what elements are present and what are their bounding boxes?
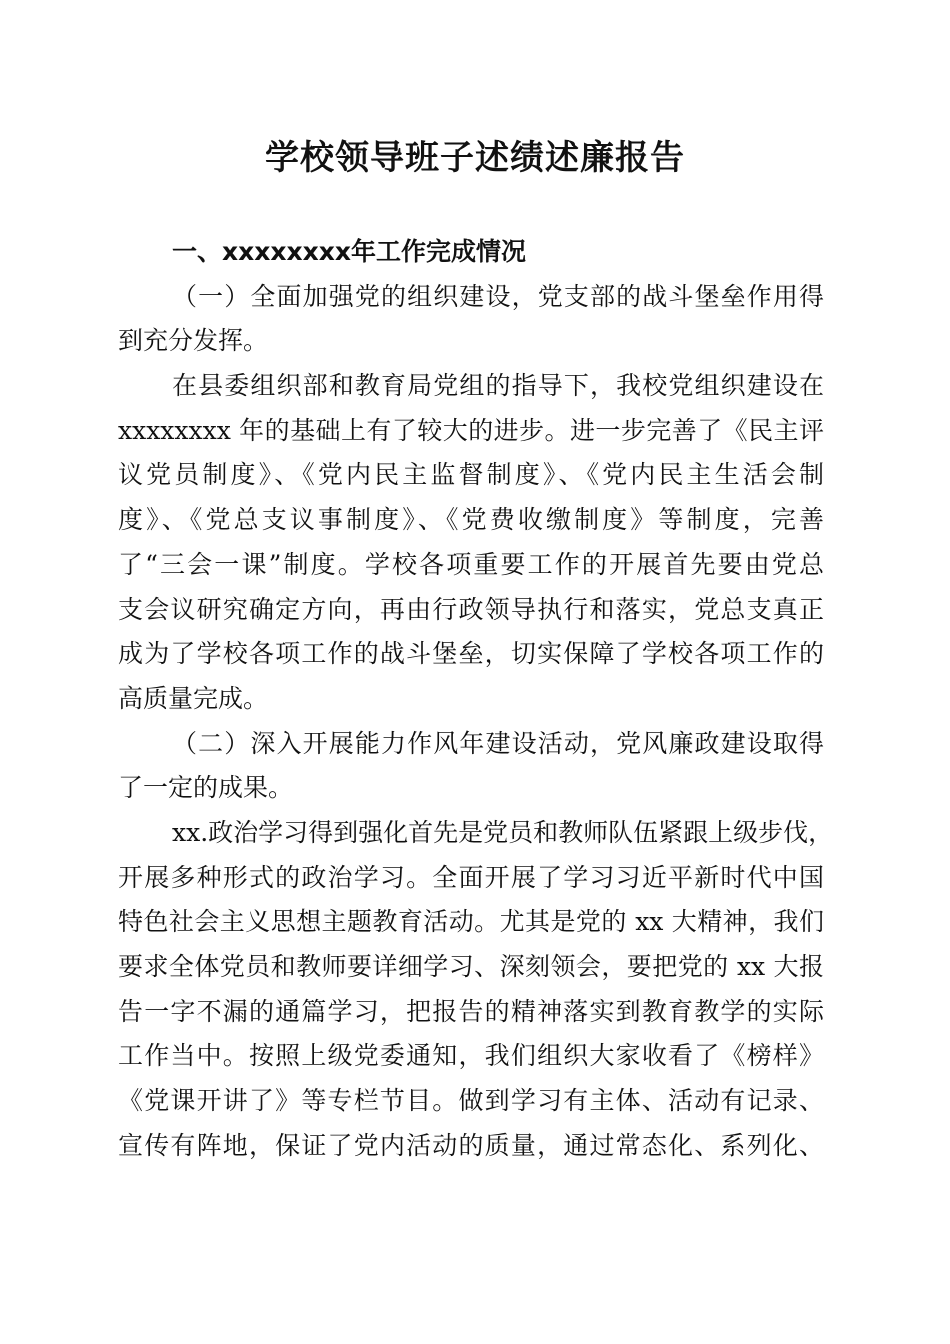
section-heading: 一、xxxxxxxx年工作完成情况	[172, 237, 527, 266]
paragraph-line: 要求全体党员和教师要详细学习、深刻领会，要把党的 xx 大报	[118, 952, 824, 981]
paragraph-line: 议党员制度》、《党内民主监督制度》、《党内民主生活会制	[118, 460, 824, 490]
paragraph-line: （二）深入开展能力作风年建设活动，党风廉政建设取得	[172, 728, 824, 758]
paragraph-line: 特色社会主义思想主题教育活动。尤其是党的 xx 大精神，我们	[118, 907, 824, 937]
paragraph-line: 成为了学校各项工作的战斗堡垒，切实保障了学校各项工作的	[118, 639, 824, 669]
document-body	[118, 230, 834, 1168]
paragraph-line: 了“三会一课”制度。学校各项重要工作的开展首先要由党总	[118, 549, 824, 579]
paragraph-line: （一）全面加强党的组织建设，党支部的战斗堡垒作用得	[172, 281, 824, 311]
paragraph-line: 高质量完成。	[118, 683, 269, 713]
paragraph-line: 《党课开讲了》等专栏节目。做到学习有主体、活动有记录、	[118, 1086, 824, 1116]
paragraph-line: 了一定的成果。	[118, 773, 294, 803]
paragraph-line: 告一字不漏的通篇学习，把报告的精神落实到教育教学的实际	[118, 996, 824, 1026]
paragraph-line: 度》、《党总支议事制度》、《党费收缴制度》等制度，完善	[118, 505, 824, 535]
paragraph-line: xx.政治学习得到强化首先是党员和教师队伍紧跟上级步伐，	[172, 817, 834, 847]
paragraph-line: 到充分发挥。	[118, 326, 269, 356]
paragraph-line: 支会议研究确定方向，再由行政领导执行和落实，党总支真正	[118, 594, 824, 624]
paragraph-line: 在县委组织部和教育局党组的指导下，我校党组织建设在	[172, 371, 824, 401]
paragraph-line: xxxxxxxx 年的基础上有了较大的进步。进一步完善了《民主评	[118, 415, 824, 445]
paragraph-line: 开展多种形式的政治学习。全面开展了学习习近平新时代中国	[118, 862, 824, 892]
document-title: 学校领导班子述绩述廉报告	[265, 138, 685, 178]
paragraph-line: 工作当中。按照上级党委通知，我们组织大家收看了《榜样》	[118, 1041, 824, 1071]
paragraph-line: 宣传有阵地，保证了党内活动的质量，通过常态化、系列化、	[118, 1130, 824, 1160]
